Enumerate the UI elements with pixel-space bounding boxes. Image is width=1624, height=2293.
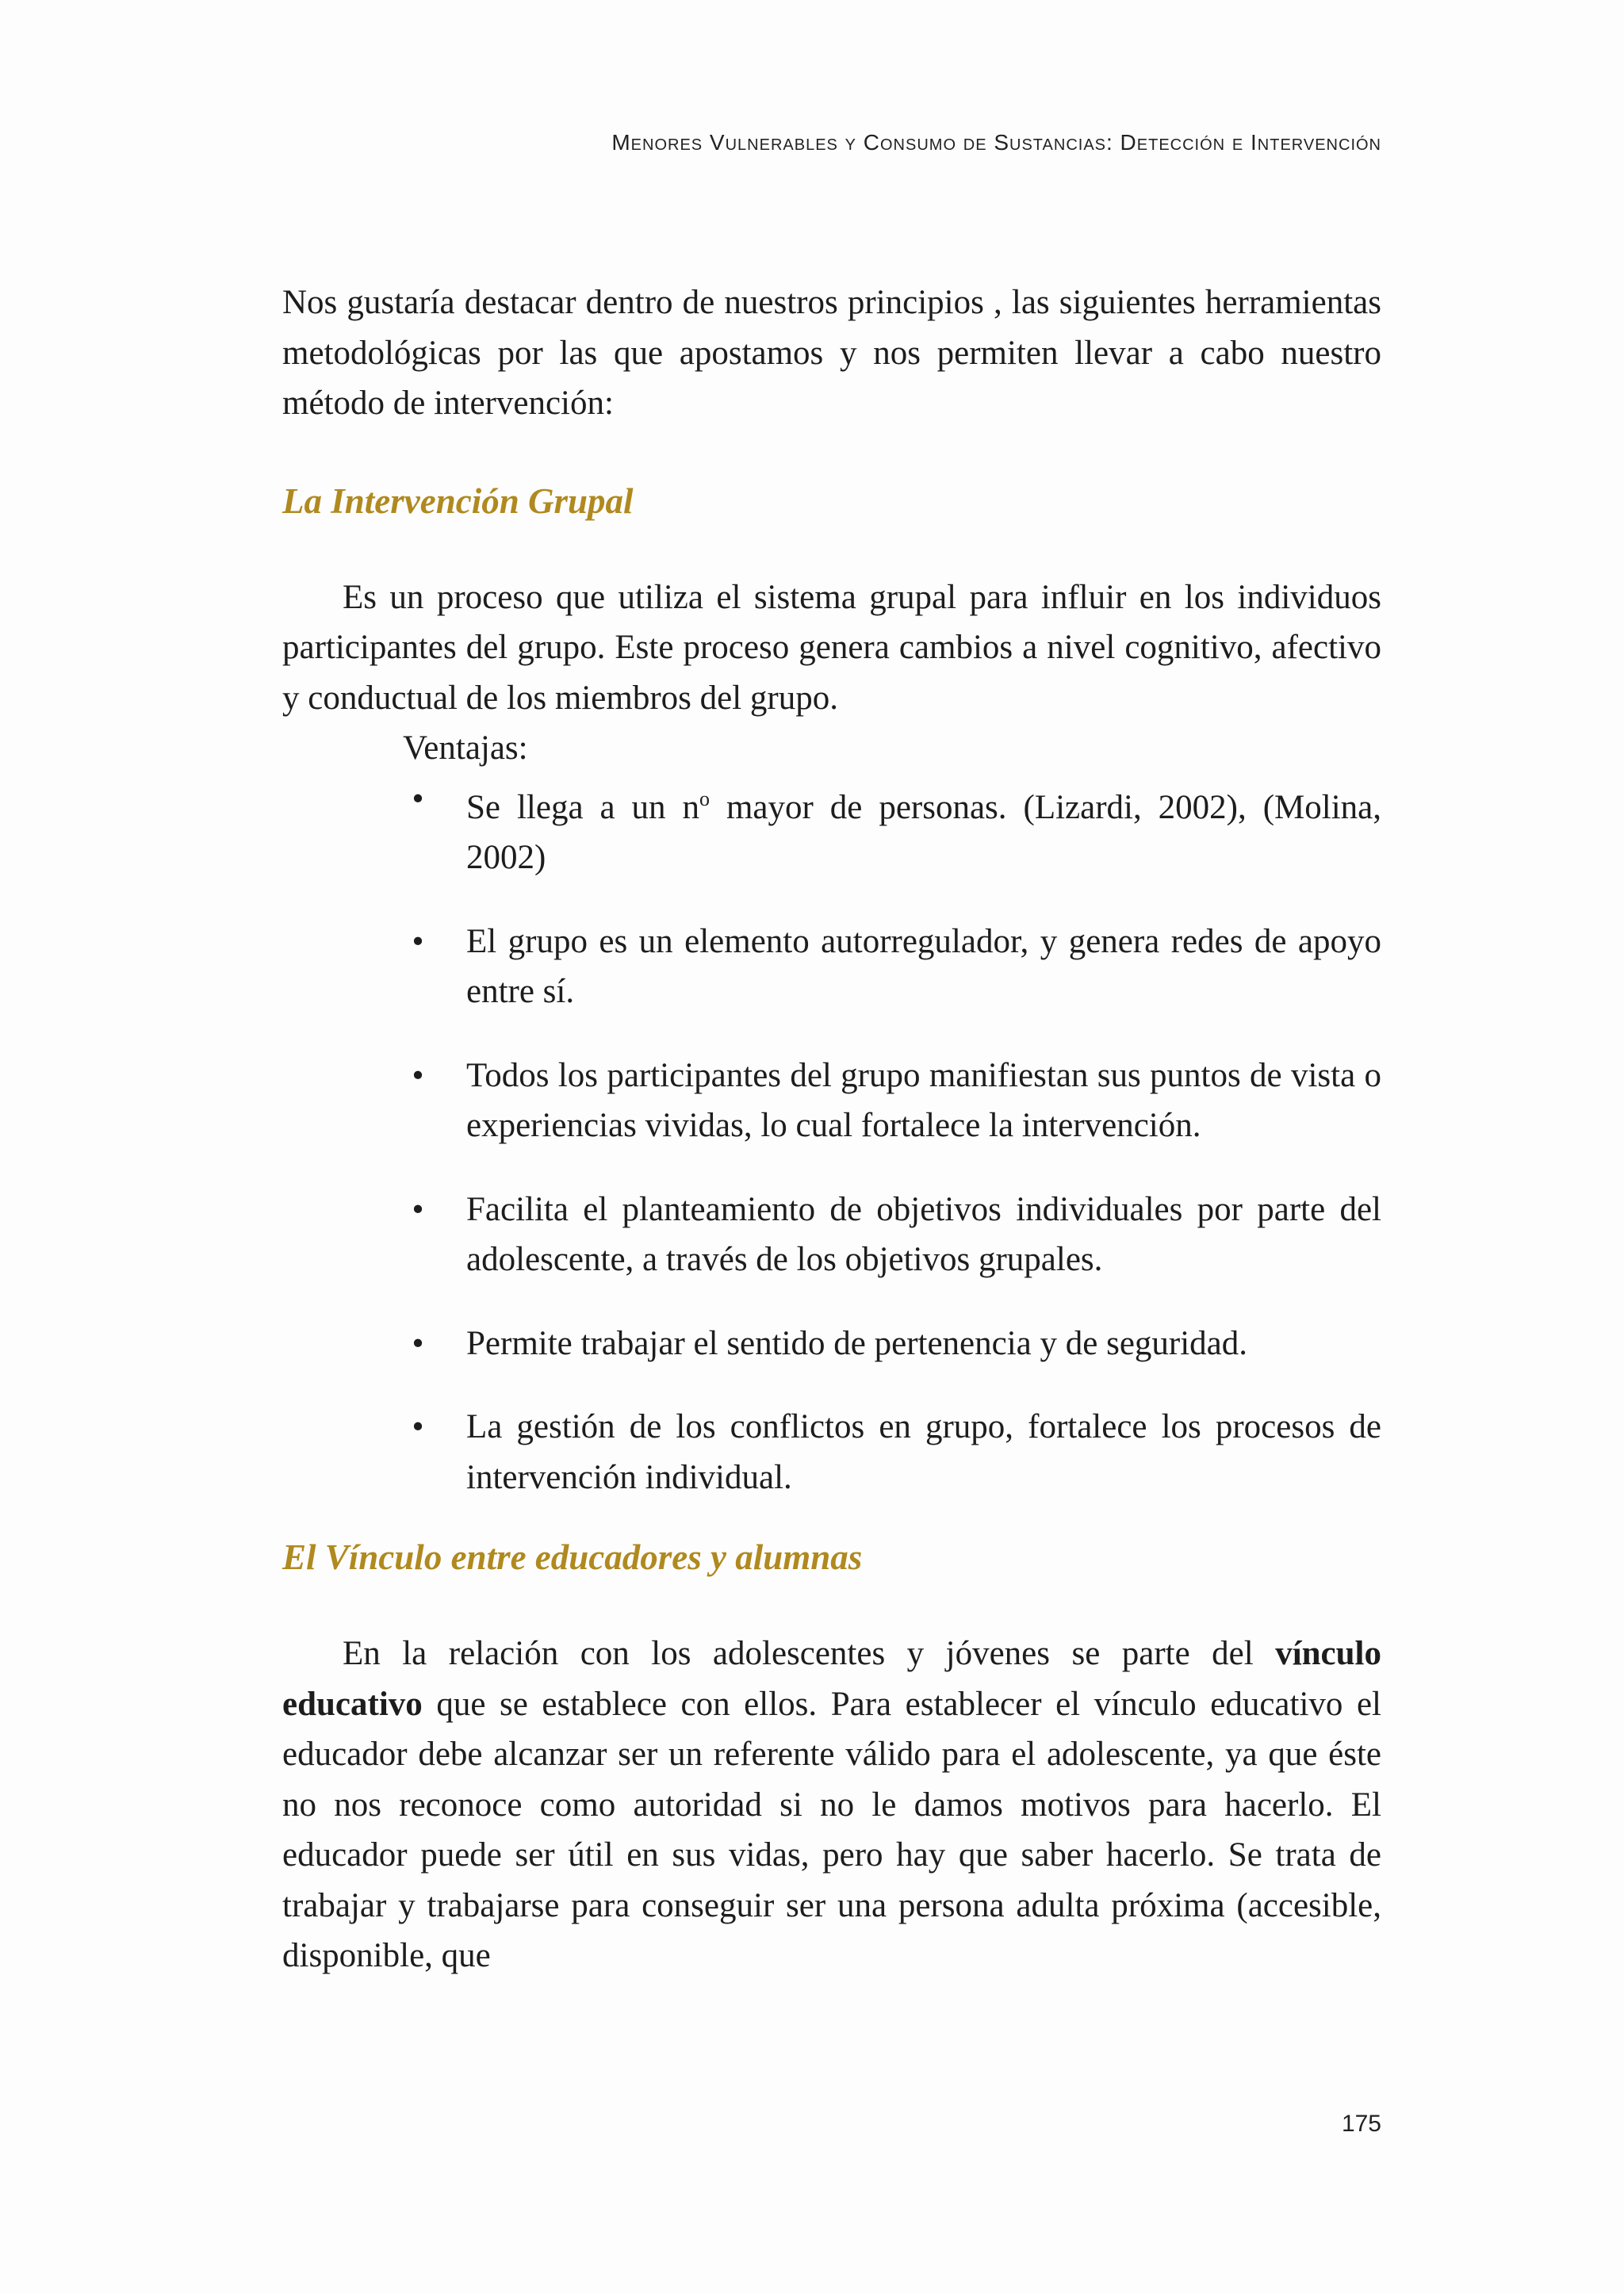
bullet-icon: •: [412, 922, 424, 960]
intro-paragraph: Nos gustaría destacar dentro de nuestros principios , las siguientes herramientas metodológicas por las que apostamos y nos permiten llevar a cabo nuestro método de intervención:: [282, 284, 1381, 422]
page-number: 175: [1341, 2111, 1381, 2137]
list-item: [282, 1051, 1381, 1151]
list-item-text-start: Se llega a un n: [466, 788, 699, 826]
bullet-icon: •: [412, 1056, 424, 1094]
main-content: [282, 278, 1381, 1981]
list-item: [282, 1402, 1381, 1503]
vinculo-text-start: En la relación con los adolescentes y jóvenes se parte del: [343, 1635, 1276, 1672]
list-item: [282, 774, 1381, 883]
vinculo-text-end: que se establece con ellos. Para establecer el vínculo educativo el educador debe alcanzar ser un referente válido para el adolescente, ya que éste no nos reconoce como autoridad si no le damos motivos para hacerlo. El educador puede ser útil en sus vidas, pero hay que saber hacerlo. Se trata de trabajar y trabajarse para conseguir ser una persona adulta próxima (accesible, disponible, que: [282, 1685, 1381, 1974]
section-title-vinculo: El Vínculo entre educadores y alumnas: [282, 1537, 863, 1577]
vinculo-bold-term: vínculo educativo: [282, 1635, 1381, 1723]
list-item-text: Todos los participantes del grupo manifiestan sus puntos de vista o experiencias vividas, lo cual fortalece la intervención.: [466, 1056, 1381, 1144]
running-header: Menores Vulnerables y Consumo de Sustancias: Detección e Intervención: [611, 130, 1381, 155]
list-item-text: El grupo es un elemento autorregulador, y genera redes de apoyo entre sí.: [466, 922, 1381, 1010]
list-item-text-end: mayor de personas. (Lizardi, 2002), (Molina, 2002): [466, 788, 1381, 876]
bullet-icon: •: [412, 779, 424, 817]
list-item-text: Facilita el planteamiento de objetivos individuales por parte del adolescente, a través de los objetivos grupales.: [466, 1190, 1381, 1278]
advantages-list: [282, 774, 1381, 1503]
bullet-icon: •: [412, 1190, 424, 1228]
advantages-label: Ventajas:: [403, 729, 528, 767]
bullet-icon: •: [412, 1408, 424, 1445]
superscript-o: o: [699, 787, 710, 810]
bullet-icon: •: [412, 1324, 424, 1362]
intervencion-grupal-paragraph: Es un proceso que utiliza el sistema grupal para influir en los individuos participantes del grupo. Este proceso genera cambios a nivel cognitivo, afectivo y conductual de los miembros del grupo.: [282, 578, 1381, 717]
list-item-text: La gestión de los conflictos en grupo, fortalece los procesos de intervención individual.: [466, 1408, 1381, 1496]
list-item: [282, 1185, 1381, 1285]
list-item-text: Permite trabajar el sentido de pertenencia y de seguridad.: [466, 1324, 1248, 1362]
section-title-intervencion-grupal: La Intervención Grupal: [282, 480, 634, 521]
vinculo-paragraph: [282, 1629, 1381, 1981]
list-item: [282, 917, 1381, 1017]
list-item: [282, 1319, 1381, 1369]
